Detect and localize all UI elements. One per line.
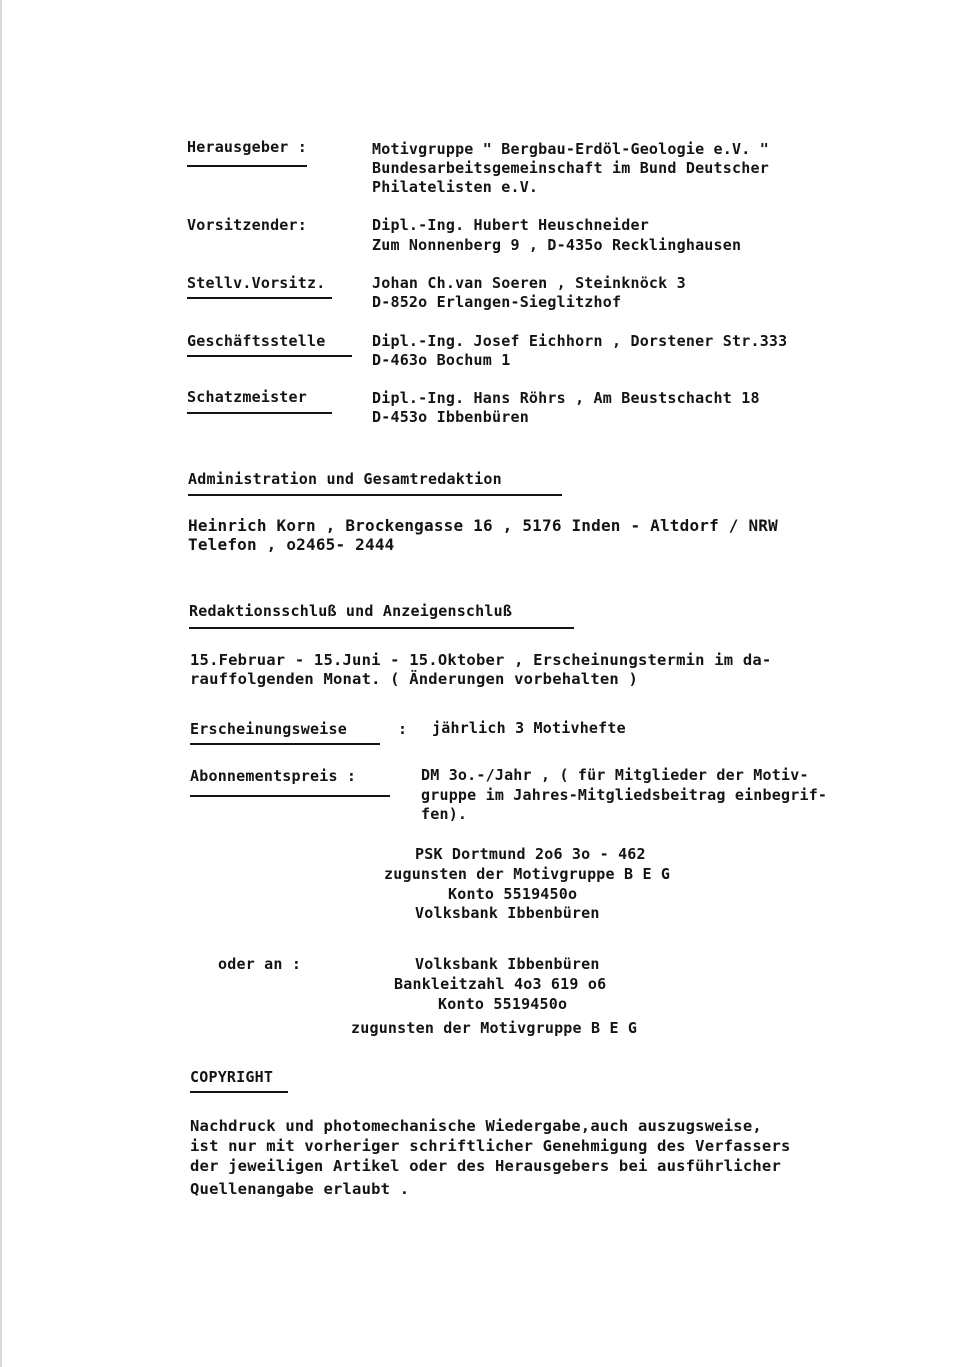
copyright-underline — [190, 1091, 288, 1093]
deputy-line-1: Johan Ch.van Soeren , Steinknöck 3 — [372, 274, 686, 292]
bank1-line-1: PSK Dortmund 2o6 3o - 462 — [415, 845, 646, 863]
treasurer-line-1: Dipl.-Ing. Hans Röhrs , Am Beustschacht 18 — [372, 389, 760, 407]
bank2-line-1: Volksbank Ibbenbüren — [415, 955, 600, 973]
office-line-2: D-463o Bochum 1 — [372, 351, 511, 369]
office-line-1: Dipl.-Ing. Josef Eichhorn , Dorstener Str.333 — [372, 332, 788, 350]
copyright-line-1: Nachdruck und photomechanische Wiedergabe,auch auszugsweise, — [190, 1117, 762, 1135]
chairman-line-1: Dipl.-Ing. Hubert Heuschneider — [372, 216, 649, 234]
bank2-line-2: Bankleitzahl 4o3 619 o6 — [394, 975, 607, 993]
copyright-line-4: Quellenangabe erlaubt . — [190, 1180, 410, 1198]
office-underline — [187, 355, 352, 357]
publisher-line-3: Philatelisten e.V. — [372, 178, 539, 196]
copyright-heading: COPYRIGHT — [190, 1068, 274, 1086]
administration-line-1: Heinrich Korn , Brockengasse 16 , 5176 Inden - Altdorf / NRW — [188, 516, 778, 535]
deputy-label: Stellv.Vorsitz. — [187, 274, 326, 292]
copyright-line-3: der jeweiligen Artikel oder des Herausgebers bei ausführlicher — [190, 1157, 781, 1175]
subscription-underline — [190, 795, 390, 797]
administration-line-2: Telefon , o2465- 2444 — [188, 535, 395, 554]
chairman-line-2: Zum Nonnenberg 9 , D-435o Recklinghausen — [372, 236, 742, 254]
publisher-line-1: Motivgruppe " Bergbau-Erdöl-Geologie e.V. " — [372, 140, 769, 158]
administration-underline — [188, 494, 562, 496]
copyright-line-2: ist nur mit vorheriger schriftlicher Genehmigung des Verfassers — [190, 1137, 791, 1155]
deadline-heading: Redaktionsschluß und Anzeigenschluß — [189, 602, 513, 620]
publication-value: jährlich 3 Motivhefte — [432, 719, 626, 737]
bank1-line-4: Volksbank Ibbenbüren — [415, 904, 600, 922]
deputy-underline — [187, 297, 332, 299]
subscription-line-2: gruppe im Jahres-Mitgliedsbeitrag einbegrif- — [421, 786, 828, 804]
scan-edge — [0, 0, 2, 1367]
publication-underline — [190, 743, 380, 745]
subscription-line-1: DM 3o.-/Jahr , ( für Mitglieder der Motiv- — [421, 766, 809, 784]
bank2-label: oder an : — [218, 955, 302, 973]
publication-label: Erscheinungsweise — [190, 720, 347, 738]
bank2-line-4: zugunsten der Motivgruppe B E G — [351, 1019, 638, 1037]
deputy-line-2: D-852o Erlangen-Sieglitzhof — [372, 293, 622, 311]
deadline-line-2: rauffolgenden Monat. ( Änderungen vorbehalten ) — [190, 670, 638, 688]
treasurer-underline — [187, 412, 332, 414]
bank1-line-3: Konto 5519450o — [448, 885, 578, 903]
subscription-label: Abonnementspreis : — [190, 767, 357, 785]
subscription-line-3: fen). — [421, 805, 468, 823]
administration-heading: Administration und Gesamtredaktion — [188, 470, 502, 488]
publisher-label: Herausgeber : — [187, 138, 307, 156]
publication-separator: : — [398, 720, 408, 738]
deadline-underline — [189, 627, 574, 629]
bank2-line-3: Konto 5519450o — [438, 995, 568, 1013]
treasurer-label: Schatzmeister — [187, 388, 307, 406]
deadline-line-1: 15.Februar - 15.Juni - 15.Oktober , Erscheinungstermin im da- — [190, 651, 772, 669]
office-label: Geschäftsstelle — [187, 332, 326, 350]
chairman-label: Vorsitzender: — [187, 216, 307, 234]
bank1-line-2: zugunsten der Motivgruppe B E G — [384, 865, 671, 883]
publisher-line-2: Bundesarbeitsgemeinschaft im Bund Deutscher — [372, 159, 769, 177]
publisher-underline — [187, 165, 307, 167]
treasurer-line-2: D-453o Ibbenbüren — [372, 408, 529, 426]
